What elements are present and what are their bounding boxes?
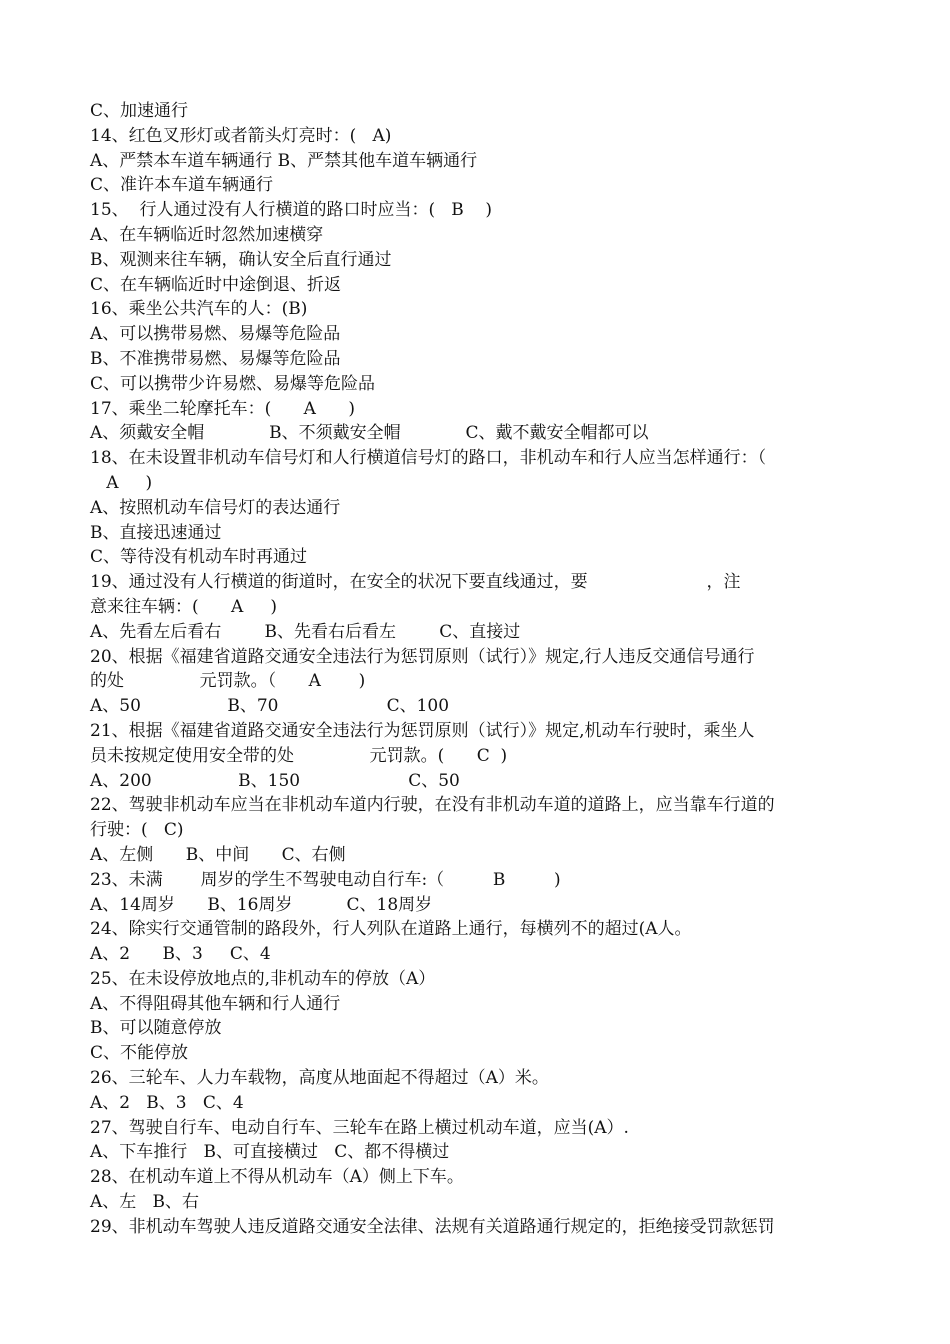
- question-line: 27、驾驶自行车、电动自行车、三轮车在路上横过机动车道，应当(A）.: [90, 1117, 629, 1138]
- question-line: 行驶：( C): [90, 820, 184, 841]
- option-line: C、可以携带少许易燃、易爆等危险品: [90, 373, 376, 394]
- option-line: A、须戴安全帽 B、不须戴安全帽 C、戴不戴安全帽都可以: [90, 423, 649, 444]
- question-line: 26、三轮车、人力车载物，高度从地面起不得超过（A）米。: [90, 1068, 549, 1089]
- option-line: A、在车辆临近时忽然加速横穿: [90, 224, 324, 245]
- question-line: 23、未满 周岁的学生不驾驶电动自行车:（ B ): [90, 869, 561, 890]
- option-line: B、不准携带易燃、易爆等危险品: [90, 348, 341, 369]
- question-line: 14、红色叉形灯或者箭头灯亮时：( A): [90, 125, 392, 146]
- question-line: 20、根据《福建省道路交通安全违法行为惩罚原则（试行）》规定,行人违反交通信号通行: [90, 646, 755, 667]
- option-line: C、等待没有机动车时再通过: [90, 547, 308, 568]
- option-line: A、不得阻碍其他车辆和行人通行: [90, 993, 341, 1014]
- question-line: 15、 行人通过没有人行横道的路口时应当：( B ): [90, 200, 493, 221]
- option-line: A、50 B、70 C、100: [90, 696, 450, 717]
- question-line: 意来往车辆：( A ): [90, 596, 277, 617]
- option-line: A、先看左后看右 B、先看右后看左 C、直接过: [90, 621, 521, 642]
- option-line: B、直接迅速通过: [90, 522, 222, 543]
- question-line: 28、在机动车道上不得从机动车（A）侧上下车。: [90, 1167, 464, 1188]
- question-line: 17、乘坐二轮摩托车：( A ): [90, 398, 356, 419]
- option-line: C、在车辆临近时中途倒退、折返: [90, 274, 342, 295]
- option-line: B、观测来往车辆，确认安全后直行通过: [90, 249, 392, 270]
- option-line: A、严禁本车道车辆通行 B、严禁其他车道车辆通行: [90, 150, 478, 171]
- option-line: A、2 B、3 C、4: [90, 944, 271, 965]
- text-line: C、加速通行: [90, 101, 189, 121]
- question-line: 29、非机动车驾驶人违反道路交通安全法律、法规有关道路通行规定的，拒绝接受罚款惩罚: [90, 1216, 775, 1237]
- question-line: 25、在未设停放地点的,非机动车的停放（A）: [90, 968, 436, 989]
- option-line: C、准许本车道车辆通行: [90, 175, 274, 196]
- question-line: 18、在未设置非机动车信号灯和人行横道信号灯的路口，非机动车和行人应当怎样通行：（: [90, 448, 767, 469]
- option-line: A、左侧 B、中间 C、右侧: [90, 844, 346, 865]
- option-line: A、按照机动车信号灯的表达通行: [90, 497, 341, 518]
- option-line: A、可以携带易燃、易爆等危险品: [90, 324, 341, 345]
- option-line: A、14周岁 B、16周岁 C、18周岁: [90, 894, 433, 915]
- option-line: C、不能停放: [90, 1043, 189, 1064]
- option-line: A、左 B、右: [90, 1192, 199, 1213]
- option-line: A、下车推行 B、可直接横过 C、都不得横过: [90, 1142, 450, 1163]
- document-page: [90, 99, 860, 1240]
- question-line: A ): [90, 472, 153, 493]
- question-line: 22、驾驶非机动车应当在非机动车道内行驶，在没有非机动车道的道路上，应当靠车行道的: [90, 795, 775, 816]
- question-line: 21、根据《福建省道路交通安全违法行为惩罚原则（试行）》规定,机动车行驶时，乘坐人: [90, 720, 755, 741]
- option-line: B、可以随意停放: [90, 1018, 222, 1039]
- question-line: 24、除实行交通管制的路段外，行人列队在道路上通行，每横列不的超过(A人。: [90, 919, 692, 940]
- option-line: A、200 B、150 C、50: [90, 770, 460, 791]
- question-line: 19、通过没有人行横道的街道时，在安全的状况下要直线通过，要 ，注: [90, 572, 741, 593]
- question-line: 的处 元罚款。（ A ): [90, 671, 366, 692]
- question-line: 16、乘坐公共汽车的人：(B): [90, 299, 308, 320]
- option-line: A、2 B、3 C、4: [90, 1092, 244, 1113]
- question-line: 员未按规定使用安全带的处 元罚款。( C ): [90, 745, 508, 766]
